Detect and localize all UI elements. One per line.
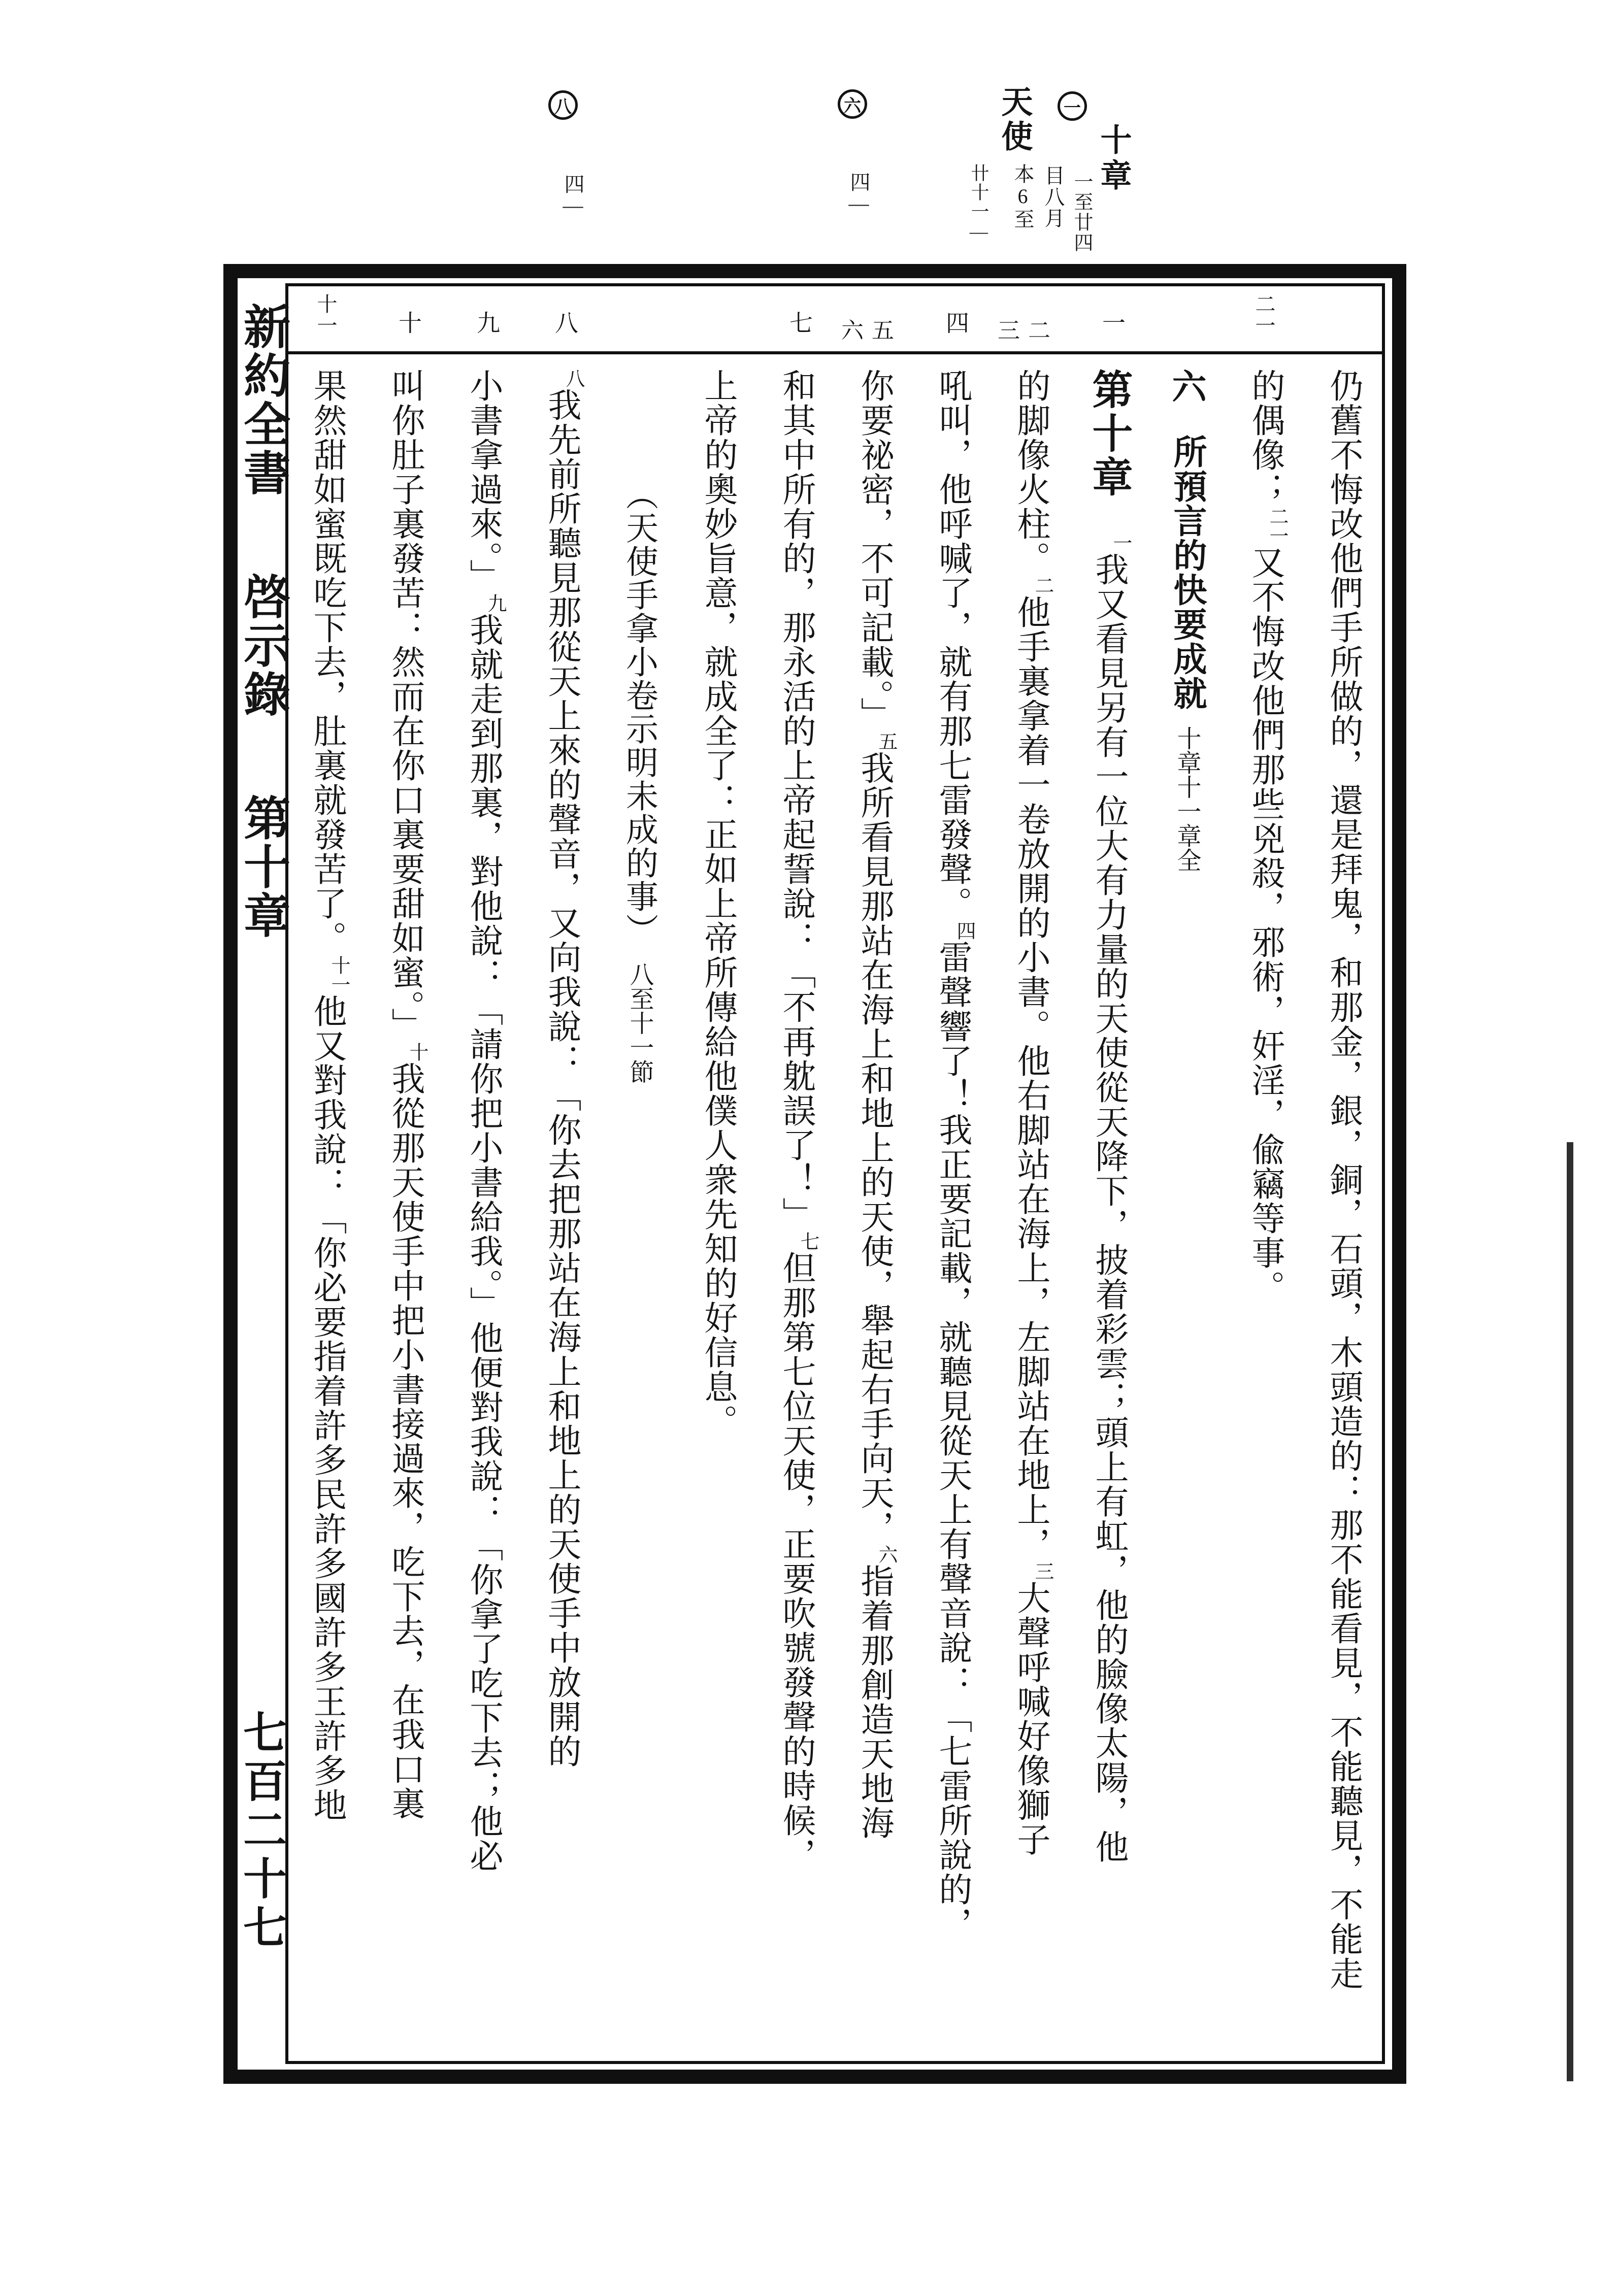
- verse-strip-divider: [288, 351, 1382, 354]
- verse-strip-label-col-v11: 十一: [314, 293, 337, 336]
- verse-strip-label-col-v10: 十: [395, 311, 421, 334]
- text-column-col-v5-6: [837, 369, 911, 2059]
- column-section-num: 六: [1167, 369, 1206, 404]
- column-text: 雷聲響了！我正要記載，就聽見從天上有聲音說：「七雷所說的，: [934, 940, 971, 1941]
- verse-strip-label-col-v1: 一: [1099, 311, 1125, 334]
- verse-strip-label-col-v2-3: 三二: [998, 318, 1059, 343]
- column-text: 我又看見另有一位大有力量的天使從天降下，披着彩雲；頭上有虹，他的臉像太陽，他: [1090, 552, 1127, 1864]
- verse-number-inline: 十一: [328, 955, 349, 994]
- verse-strip-label-col-v5-6: 六五: [841, 318, 902, 343]
- verse-number-inline: 八: [563, 369, 584, 388]
- margin-ref-a: 目八月: [1042, 165, 1065, 229]
- margin-chapter-range: 一至廿四: [1071, 172, 1092, 253]
- column-text: 上帝的奧妙旨意，就成全了：正如上帝所傳給他僕人衆先知的好信息。: [699, 369, 736, 1439]
- column-text: 吼叫，他呼喊了，就有那七雷發聲。: [934, 369, 971, 921]
- column-small-note: 八至十一節: [626, 962, 653, 1084]
- circled-ref-one-num: 一: [1064, 98, 1081, 118]
- column-text: 我從那天使手中把小書接過來，吃下去，在我口裏: [386, 1061, 423, 1821]
- page-number: 七百二十七: [237, 1710, 285, 1953]
- verse-strip-label-col-v4: 四: [943, 311, 969, 334]
- text-column-col-v8: [524, 369, 598, 2059]
- circled-ref-six-icon: [838, 89, 867, 119]
- column-section-title: 所預言的快要成就: [1168, 435, 1205, 711]
- circled-ref-six-num: 六: [844, 96, 861, 116]
- column-text: 我所看見那站在海上和地上的天使，舉起右手向天，: [855, 751, 893, 1545]
- running-title-chapter: 第十章: [237, 794, 289, 940]
- column-text: 他手裏拿着一卷放開的小書。他右脚站在海上，左脚站在地上，: [1012, 595, 1049, 1561]
- column-text: 又不悔改他們那些兇殺，邪術，奸淫，偸竊等事。: [1246, 545, 1283, 1305]
- text-column-col-v7b: [680, 369, 754, 2059]
- verse-strip-label-col-v9: 九: [474, 311, 500, 334]
- circled-ref-eight-icon: [548, 90, 578, 120]
- column-text: 和其中所有的，那永活的上帝起誓說：「不再躭誤了！」: [777, 369, 814, 1232]
- column-text: 果然甜如蜜既吃下去，肚裏就發苦了。: [308, 369, 345, 955]
- column-chapter-title: 第十章: [1086, 369, 1131, 500]
- verse-number-inline: 九: [484, 593, 506, 613]
- column-text: 我就走到那裏，對他說：「請你把小書給我。」他便對我說：「你拿了吃下去；他必: [465, 613, 502, 1873]
- verse-number-inline: 三: [1032, 1561, 1053, 1581]
- margin-ref-c: 卄十一—: [969, 163, 989, 243]
- verse-number-inline: 五: [875, 731, 897, 751]
- column-text: 叫你肚子裏發苦：然而在你口裏要甜如蜜。」: [386, 369, 423, 1042]
- column-text: 但那第七位天使，正要吹號發聲的時候，: [777, 1251, 814, 1872]
- text-column-col-v9: [446, 369, 520, 2059]
- column-text: 你要祕密，不可記載。」: [855, 369, 893, 731]
- column-text: 的偶像；: [1246, 369, 1283, 507]
- verse-number-inline: 一: [1110, 533, 1131, 552]
- circled-ref-one-icon: [1058, 91, 1087, 121]
- column-text: 小書拿過來。」: [465, 369, 502, 593]
- verse-strip-label-col-v7: 七: [786, 311, 812, 334]
- margin-ref-b: 本6至: [1011, 163, 1034, 230]
- margin-ref-eight: 四—: [562, 174, 584, 217]
- margin-ref-six: 四—: [847, 172, 870, 215]
- text-column-col-section: [1149, 369, 1224, 2059]
- column-text: 指着那創造天地海: [855, 1564, 893, 1840]
- verse-strip-label-col-v8: 八: [552, 311, 578, 334]
- column-text: 大聲呼喊好像獅子: [1012, 1581, 1049, 1857]
- text-column-col-right-2: [1228, 369, 1302, 2059]
- column-text: 他又對我說：「你必要指着許多民許多國許多王許多地: [308, 994, 345, 1822]
- verse-number-inline: 四: [953, 921, 975, 940]
- text-column-col-v1: [1071, 369, 1145, 2059]
- circled-ref-eight-num: 八: [554, 97, 572, 117]
- column-text: 仍舊不悔改他們手所做的，還是拜鬼，和那金，銀，銅，石頭，木頭造的：那不能看見，不能聽見，不能走: [1325, 369, 1362, 1991]
- running-title-section: 啓示錄: [237, 573, 289, 719]
- column-text: 我先前所聽見那從天上來的聲音，又向我說：「你去把那站在海上和地上的天使手中放開的: [543, 388, 580, 1769]
- text-column-col-right-1: [1306, 369, 1380, 2059]
- verse-number-inline: 二一: [1266, 507, 1288, 545]
- margin-chapter-marker: 十章: [1096, 123, 1130, 194]
- margin-angel-label: 天使: [997, 85, 1031, 154]
- scan-gutter-noise: [1567, 1142, 1573, 2081]
- verse-number-inline: 二: [1032, 576, 1053, 595]
- verse-strip-label-col-right-2: 二一: [1252, 293, 1275, 336]
- verse-number-inline: 六: [875, 1545, 897, 1564]
- verse-number-inline: 七: [797, 1232, 818, 1251]
- running-title: [229, 303, 296, 1825]
- column-paren-note: （天使手拿小卷示明未成的事）: [621, 478, 657, 947]
- text-column-col-v7: [758, 369, 833, 2059]
- verse-number-inline: 十: [406, 1042, 427, 1061]
- column-text: 的脚像火柱。: [1012, 369, 1049, 576]
- text-column-col-v10: [368, 369, 442, 2059]
- running-title-book: 新約全書: [237, 303, 289, 497]
- text-column-col-v2-3: [993, 369, 1067, 2059]
- column-small-note: 十章十一章全: [1173, 726, 1200, 872]
- text-column-col-subtitle: [602, 369, 676, 2059]
- text-column-col-v4: [915, 369, 989, 2059]
- text-column-col-v11: [289, 369, 364, 2059]
